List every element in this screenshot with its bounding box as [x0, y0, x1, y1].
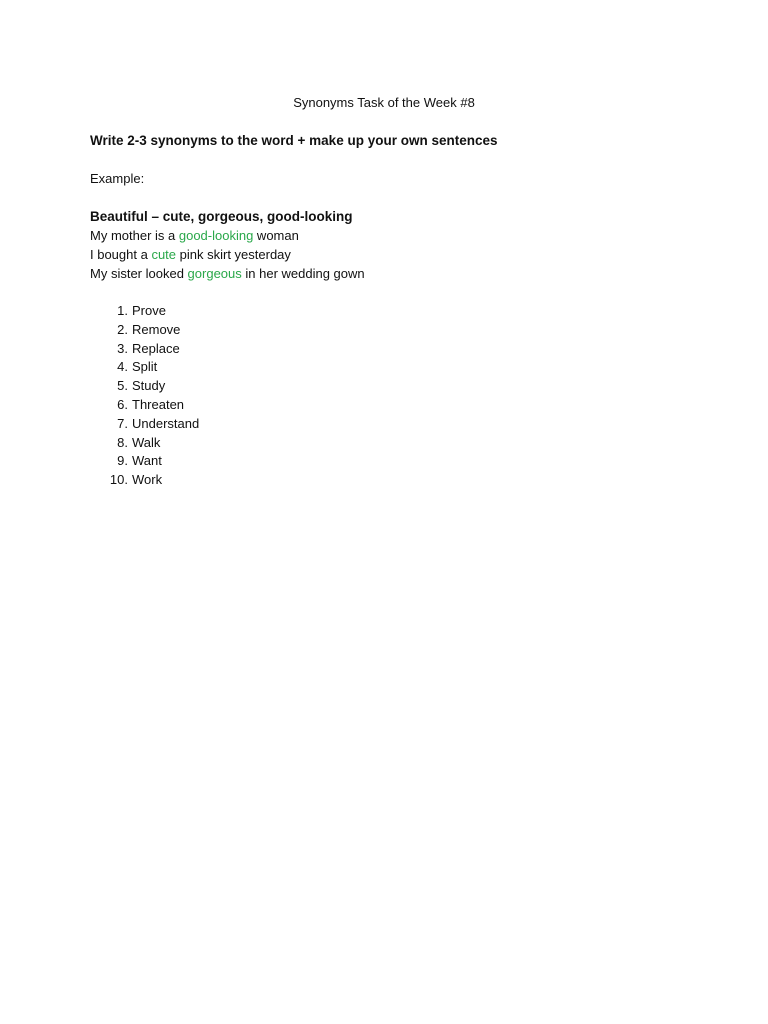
- list-word: Study: [132, 378, 166, 394]
- list-word: Understand: [132, 415, 200, 431]
- sentence-text: pink skirt yesterday: [176, 247, 291, 262]
- list-word: Work: [132, 472, 163, 488]
- list-word: Threaten: [132, 396, 185, 412]
- example-sentence: [90, 264, 710, 283]
- list-item: [90, 321, 710, 340]
- list-number: 8.: [117, 434, 128, 450]
- list-number: 9.: [117, 453, 128, 469]
- list-item: [90, 377, 710, 396]
- list-number: 10.: [109, 472, 128, 488]
- sentence-text: I bought a: [90, 247, 152, 262]
- list-number: 1.: [117, 303, 128, 318]
- list-number: 5.: [117, 378, 128, 394]
- sentence-text: woman: [253, 228, 299, 243]
- list-item: [90, 415, 710, 434]
- list-item: [90, 471, 710, 490]
- highlighted-synonym: cute: [151, 247, 177, 262]
- document-body: [90, 131, 710, 490]
- sentence-text: in her wedding gown: [241, 266, 365, 281]
- list-item: [90, 434, 710, 453]
- list-word: Remove: [132, 321, 181, 337]
- instructions-text: Write 2-3 synonyms to the word + make up your own sentences: [90, 133, 498, 148]
- example-sentence: [90, 226, 710, 245]
- example-heading: Beautiful – cute, gorgeous, good-looking: [90, 209, 353, 224]
- list-word: Want: [132, 453, 162, 469]
- list-word: Prove: [132, 303, 166, 318]
- word-list: [90, 302, 710, 490]
- example-sentence: [90, 245, 710, 264]
- list-item: [90, 340, 710, 359]
- sentence-text: My mother is a: [90, 228, 179, 243]
- list-number: 6.: [117, 396, 128, 412]
- sentence-text: My sister looked: [90, 266, 188, 281]
- example-label: Example:: [90, 171, 145, 186]
- highlighted-synonym: good-looking: [178, 228, 254, 243]
- list-number: 4.: [117, 359, 128, 375]
- list-word: Walk: [132, 434, 161, 450]
- list-word: Replace: [132, 340, 180, 356]
- list-word: Split: [132, 359, 158, 375]
- list-item: [90, 358, 710, 377]
- list-number: 7.: [117, 415, 128, 431]
- list-number: 2.: [117, 321, 128, 337]
- highlighted-synonym: gorgeous: [187, 266, 242, 281]
- list-item: [90, 302, 710, 321]
- list-item: [90, 396, 710, 415]
- list-number: 3.: [117, 340, 128, 356]
- list-item: [90, 452, 710, 471]
- document-title: Synonyms Task of the Week #8: [293, 95, 475, 110]
